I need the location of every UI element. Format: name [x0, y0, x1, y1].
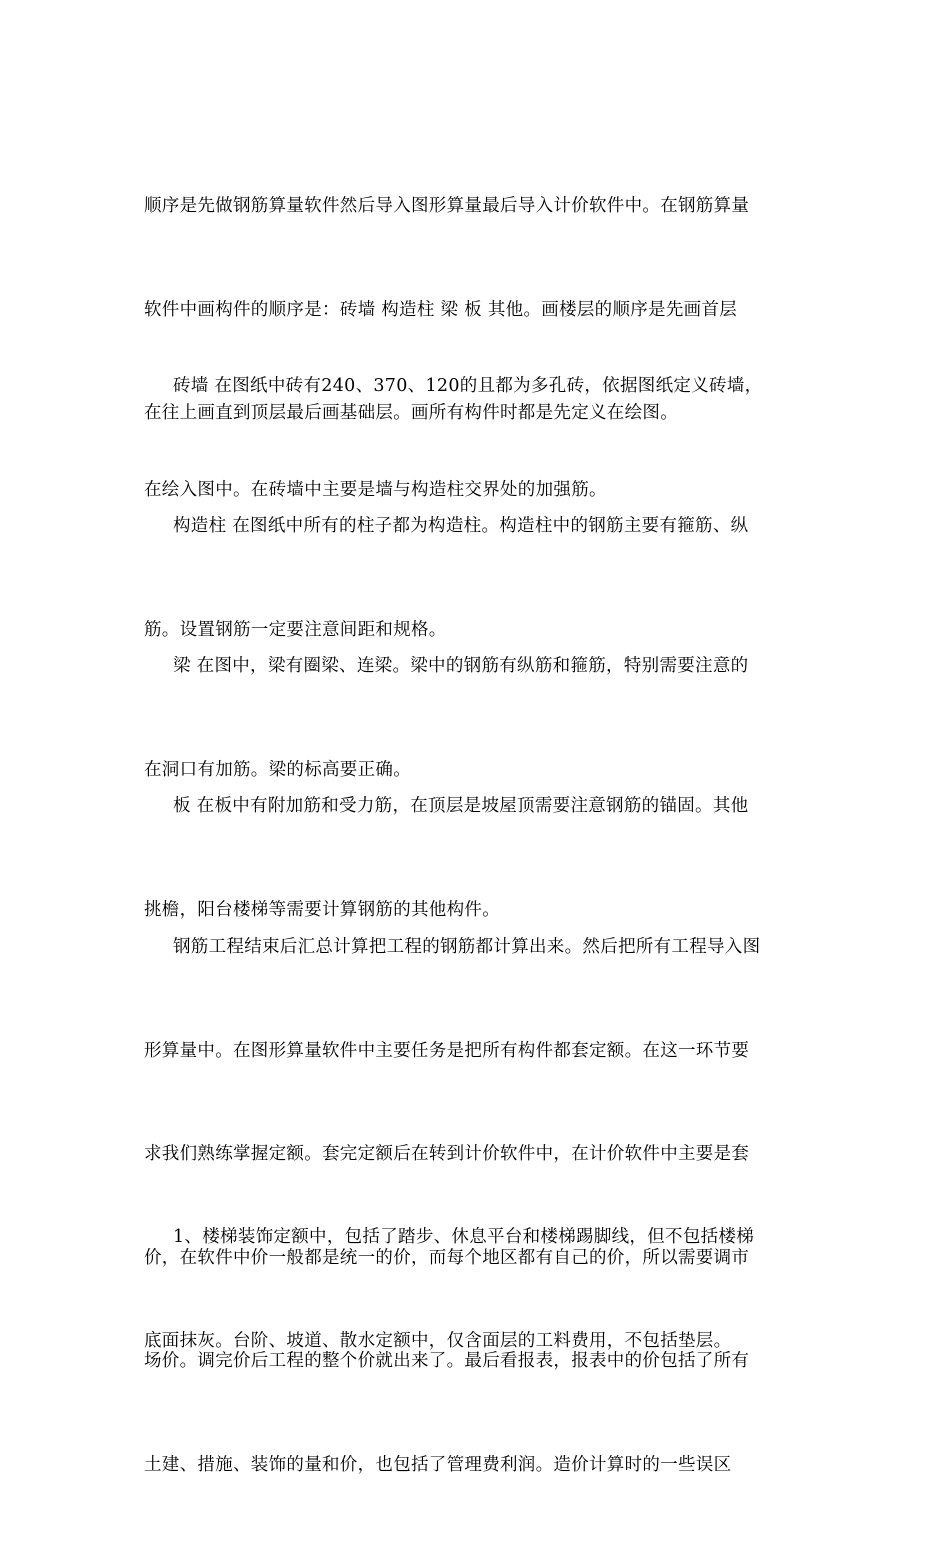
text-line: 形算量中。在图形算量软件中主要任务是把所有构件都套定额。在这一环节要 [144, 1040, 750, 1061]
text-line: 软件中画构件的顺序是：砖墙 构造柱 梁 板 其他。画楼层的顺序是先画首层 [144, 299, 738, 320]
text-line: 构造柱 在图纸中所有的柱子都为构造柱。构造柱中的钢筋主要有箍筋、纵 [173, 516, 749, 536]
text-line: 在绘入图中。在砖墙中主要是墙与构造柱交界处的加强筋。 [144, 479, 607, 500]
text-line: 梁 在图中，梁有圈梁、连梁。梁中的钢筋有纵筋和箍筋，特别需要注意的 [173, 656, 749, 676]
text-line: 筋。设置钢筋一定要注意间距和规格。 [144, 619, 447, 640]
text-line: 板 在板中有附加筋和受力筋，在顶层是坡屋顶需要注意钢筋的锚固。其他 [173, 796, 749, 816]
text-line: 土建、措施、装饰的量和价，也包括了管理费利润。造价计算时的一些误区 [144, 1454, 732, 1475]
paragraph-stair-note [144, 1151, 806, 1427]
text-line: 1、楼梯装饰定额中，包括了踏步、休息平台和楼梯踢脚线，但不包括楼梯 [173, 1227, 755, 1247]
text-line: 在洞口有加筋。梁的标高要正确。 [144, 759, 411, 780]
text-line: 挑檐，阳台楼梯等需要计算钢筋的其他构件。 [144, 899, 500, 920]
text-line: 价，在软件中价一般都是统一的价，而每个地区都有自己的价，所以需要调市 [144, 1247, 750, 1268]
text-line: 顺序是先做钢筋算量软件然后导入图形算量最后导入计价软件中。在钢筋算量 [144, 196, 750, 216]
text-line: 场价。调完价后工程的整个价就出来了。最后看报表，报表中的价包括了所有 [144, 1351, 750, 1371]
text-line: 底面抹灰。台阶、坡道、散水定额中，仅含面层的工料费用，不包括垫层。 [144, 1330, 732, 1351]
text-line: 求我们熟练掌握定额。套完定额后在转到计价软件中，在计价软件中主要是套 [144, 1144, 750, 1164]
text-line: 钢筋工程结束后汇总计算把工程的钢筋都计算出来。然后把所有工程导入图 [173, 937, 761, 957]
text-line: 砖墙 在图纸中砖有240、370、120的且都为多孔砖，依据图纸定义砖墙， [173, 376, 763, 396]
text-line: 在往上画直到顶层最后画基础层。画所有构件时都是先定义在绘图。 [144, 403, 678, 423]
